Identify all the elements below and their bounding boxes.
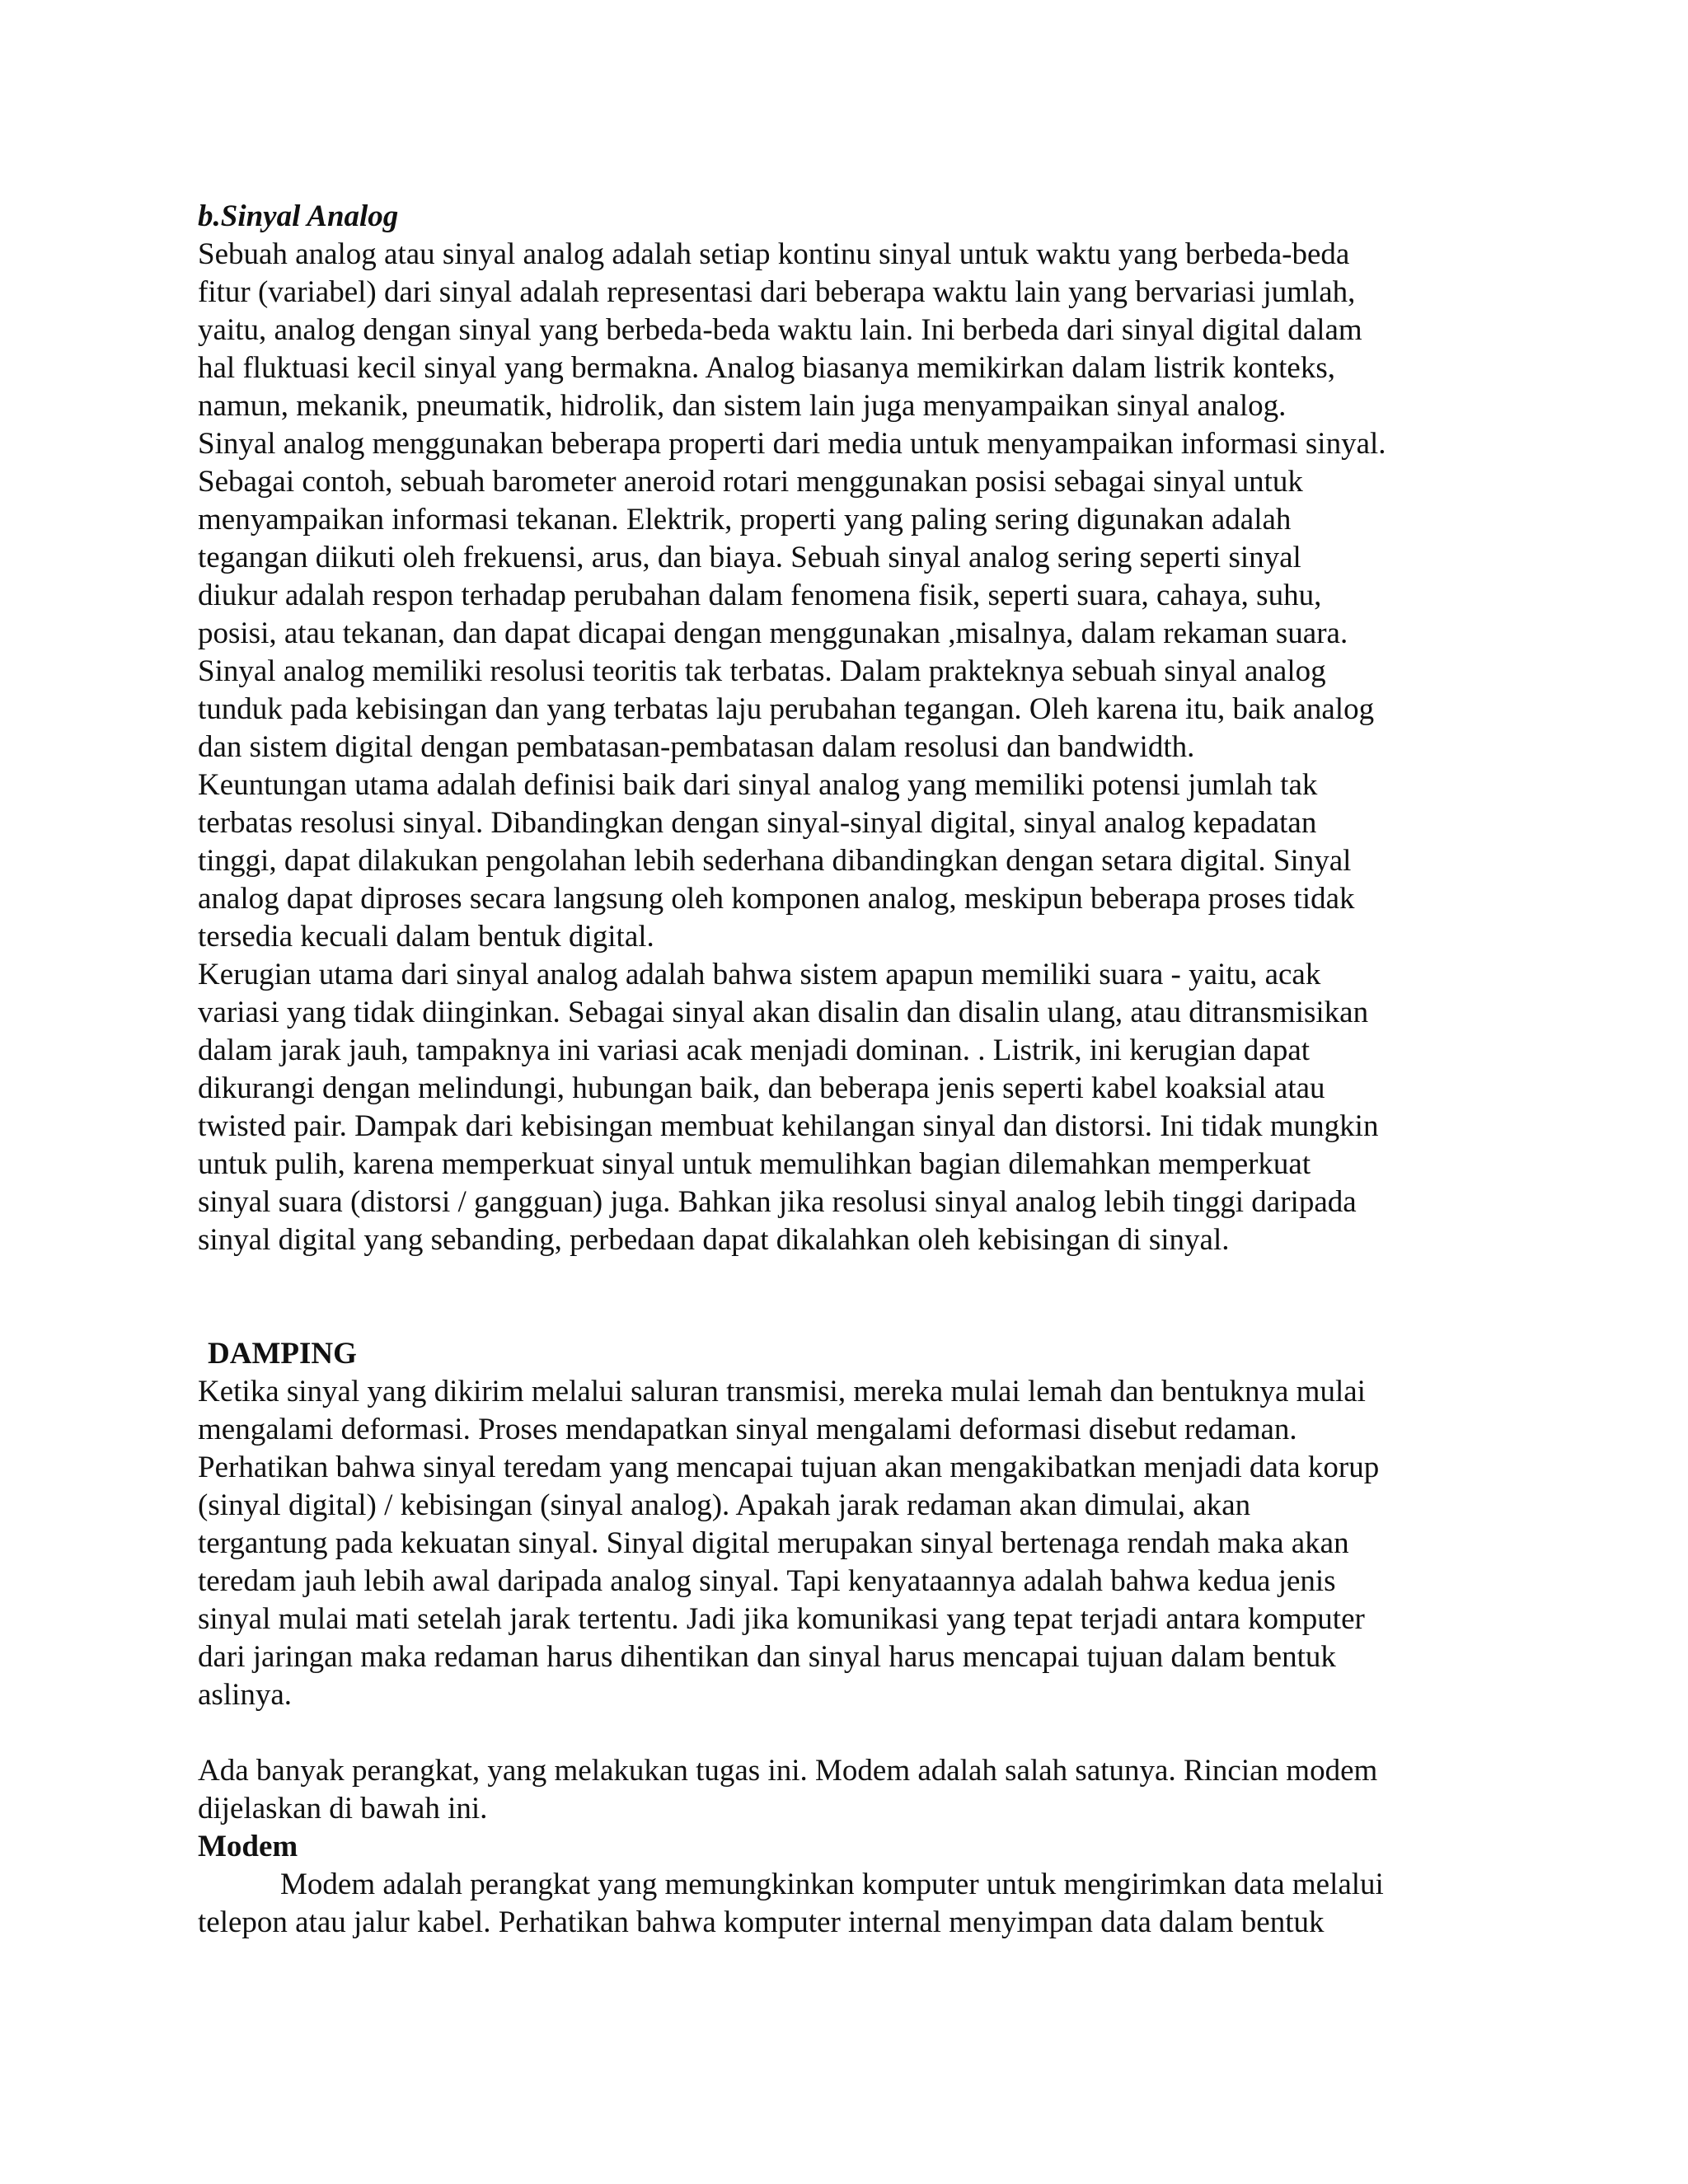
text-line: (sinyal digital) / kebisingan (sinyal analog). Apakah jarak redaman akan dimulai, akan [198, 1488, 1251, 1522]
text-line: Keuntungan utama adalah definisi baik dari sinyal analog yang memiliki potensi jumlah tak [198, 768, 1318, 802]
text-line: mengalami deformasi. Proses mendapatkan sinyal mengalami deformasi disebut redaman. [198, 1413, 1297, 1446]
spacer [198, 1259, 1500, 1335]
text-line: Sebuah analog atau sinyal analog adalah setiap kontinu sinyal untuk waktu yang berbeda-beda [198, 237, 1350, 271]
text-line: dikurangi dengan melindungi, hubungan baik, dan beberapa jenis seperti kabel koaksial atau [198, 1071, 1325, 1105]
text-line: dari jaringan maka redaman harus dihentikan dan sinyal harus mencapai tujuan dalam bentuk [198, 1640, 1336, 1674]
text-line: Sebagai contoh, sebuah barometer aneroid rotari menggunakan posisi sebagai sinyal untuk [198, 465, 1303, 499]
text-line: dan sistem digital dengan pembatasan-pembatasan dalam resolusi dan bandwidth. [198, 730, 1195, 764]
text-line: Ada banyak perangkat, yang melakukan tugas ini. Modem adalah salah satunya. Rincian modem [198, 1754, 1378, 1788]
text-line: untuk pulih, karena memperkuat sinyal untuk memulihkan bagian dilemahkan memperkuat [198, 1147, 1311, 1181]
text-line: sinyal digital yang sebanding, perbedaan dapat dikalahkan oleh kebisingan di sinyal. [198, 1223, 1230, 1257]
section-heading: DAMPING [208, 1337, 357, 1371]
text-line: dalam jarak jauh, tampaknya ini variasi acak menjadi dominan. . Listrik, ini kerugian dapat [198, 1033, 1311, 1067]
text-line: teredam jauh lebih awal daripada analog sinyal. Tapi kenyataannya adalah bahwa kedua jenis [198, 1564, 1336, 1598]
text-line: sinyal suara (distorsi / gangguan) juga. Bahkan jika resolusi sinyal analog lebih tinggi daripada [198, 1185, 1357, 1219]
text-line: tersedia kecuali dalam bentuk digital. [198, 920, 654, 954]
text-line: tinggi, dapat dilakukan pengolahan lebih sederhana dibandingkan dengan setara digital. Sinyal [198, 844, 1352, 878]
text-line: sinyal mulai mati setelah jarak tertentu. Jadi jika komunikasi yang tepat terjadi antara komputer [198, 1602, 1365, 1636]
text-line: diukur adalah respon terhadap perubahan dalam fenomena fisik, seperti suara, cahaya, suhu, [198, 579, 1322, 612]
text-line: analog dapat diproses secara langsung oleh komponen analog, meskipun beberapa proses tidak [198, 882, 1355, 916]
section-title: b.Sinyal Analog [198, 199, 399, 233]
text-line: telepon atau jalur kabel. Perhatikan bahwa komputer internal menyimpan data dalam bentuk [198, 1905, 1325, 1939]
text-line: Modem adalah perangkat yang memungkinkan komputer untuk mengirimkan data melalui [280, 1868, 1384, 1901]
text-line: Ketika sinyal yang dikirim melalui saluran transmisi, mereka mulai lemah dan bentuknya mulai [198, 1375, 1366, 1408]
section-modem [198, 1828, 1500, 1942]
text-line: menyampaikan informasi tekanan. Elektrik, properti yang paling sering digunakan adalah [198, 503, 1292, 537]
text-line: Kerugian utama dari sinyal analog adalah bahwa sistem apapun memiliki suara - yaitu, acak [198, 958, 1321, 991]
section-sinyal-analog [198, 198, 1500, 1259]
spacer [198, 1714, 1500, 1752]
section-damping [198, 1335, 1500, 1828]
text-line: Sinyal analog memiliki resolusi teoritis tak terbatas. Dalam prakteknya sebuah sinyal analog [198, 654, 1326, 688]
text-line: Sinyal analog menggunakan beberapa properti dari media untuk menyampaikan informasi sinyal. [198, 427, 1386, 461]
text-line: tergantung pada kekuatan sinyal. Sinyal digital merupakan sinyal bertenaga rendah maka akan [198, 1526, 1349, 1560]
text-line: terbatas resolusi sinyal. Dibandingkan dengan sinyal-sinyal digital, sinyal analog kepadatan [198, 806, 1317, 840]
text-line: fitur (variabel) dari sinyal adalah representasi dari beberapa waktu lain yang bervariasi jumlah, [198, 275, 1356, 309]
text-line: posisi, atau tekanan, dan dapat dicapai dengan menggunakan ,misalnya, dalam rekaman suara. [198, 616, 1348, 650]
text-line: Perhatikan bahwa sinyal teredam yang mencapai tujuan akan mengakibatkan menjadi data korup [198, 1451, 1380, 1484]
text-line: tunduk pada kebisingan dan yang terbatas laju perubahan tegangan. Oleh karena itu, baik analog [198, 692, 1375, 726]
text-line: variasi yang tidak diinginkan. Sebagai sinyal akan disalin dan disalin ulang, atau ditransmisikan [198, 996, 1369, 1029]
section-heading: Modem [198, 1830, 298, 1863]
text-line: twisted pair. Dampak dari kebisingan membuat kehilangan sinyal dan distorsi. Ini tidak mungkin [198, 1109, 1379, 1143]
text-line: hal fluktuasi kecil sinyal yang bermakna. Analog biasanya memikirkan dalam listrik konteks, [198, 351, 1335, 385]
text-line: namun, mekanik, pneumatik, hidrolik, dan sistem lain juga menyampaikan sinyal analog. [198, 389, 1287, 423]
text-line: aslinya. [198, 1678, 293, 1712]
text-line: tegangan diikuti oleh frekuensi, arus, dan biaya. Sebuah sinyal analog sering seperti sinyal [198, 541, 1301, 574]
text-line: dijelaskan di bawah ini. [198, 1792, 488, 1825]
text-line: yaitu, analog dengan sinyal yang berbeda-beda waktu lain. Ini berbeda dari sinyal digital dalam [198, 313, 1362, 347]
document-page [198, 198, 1500, 1942]
